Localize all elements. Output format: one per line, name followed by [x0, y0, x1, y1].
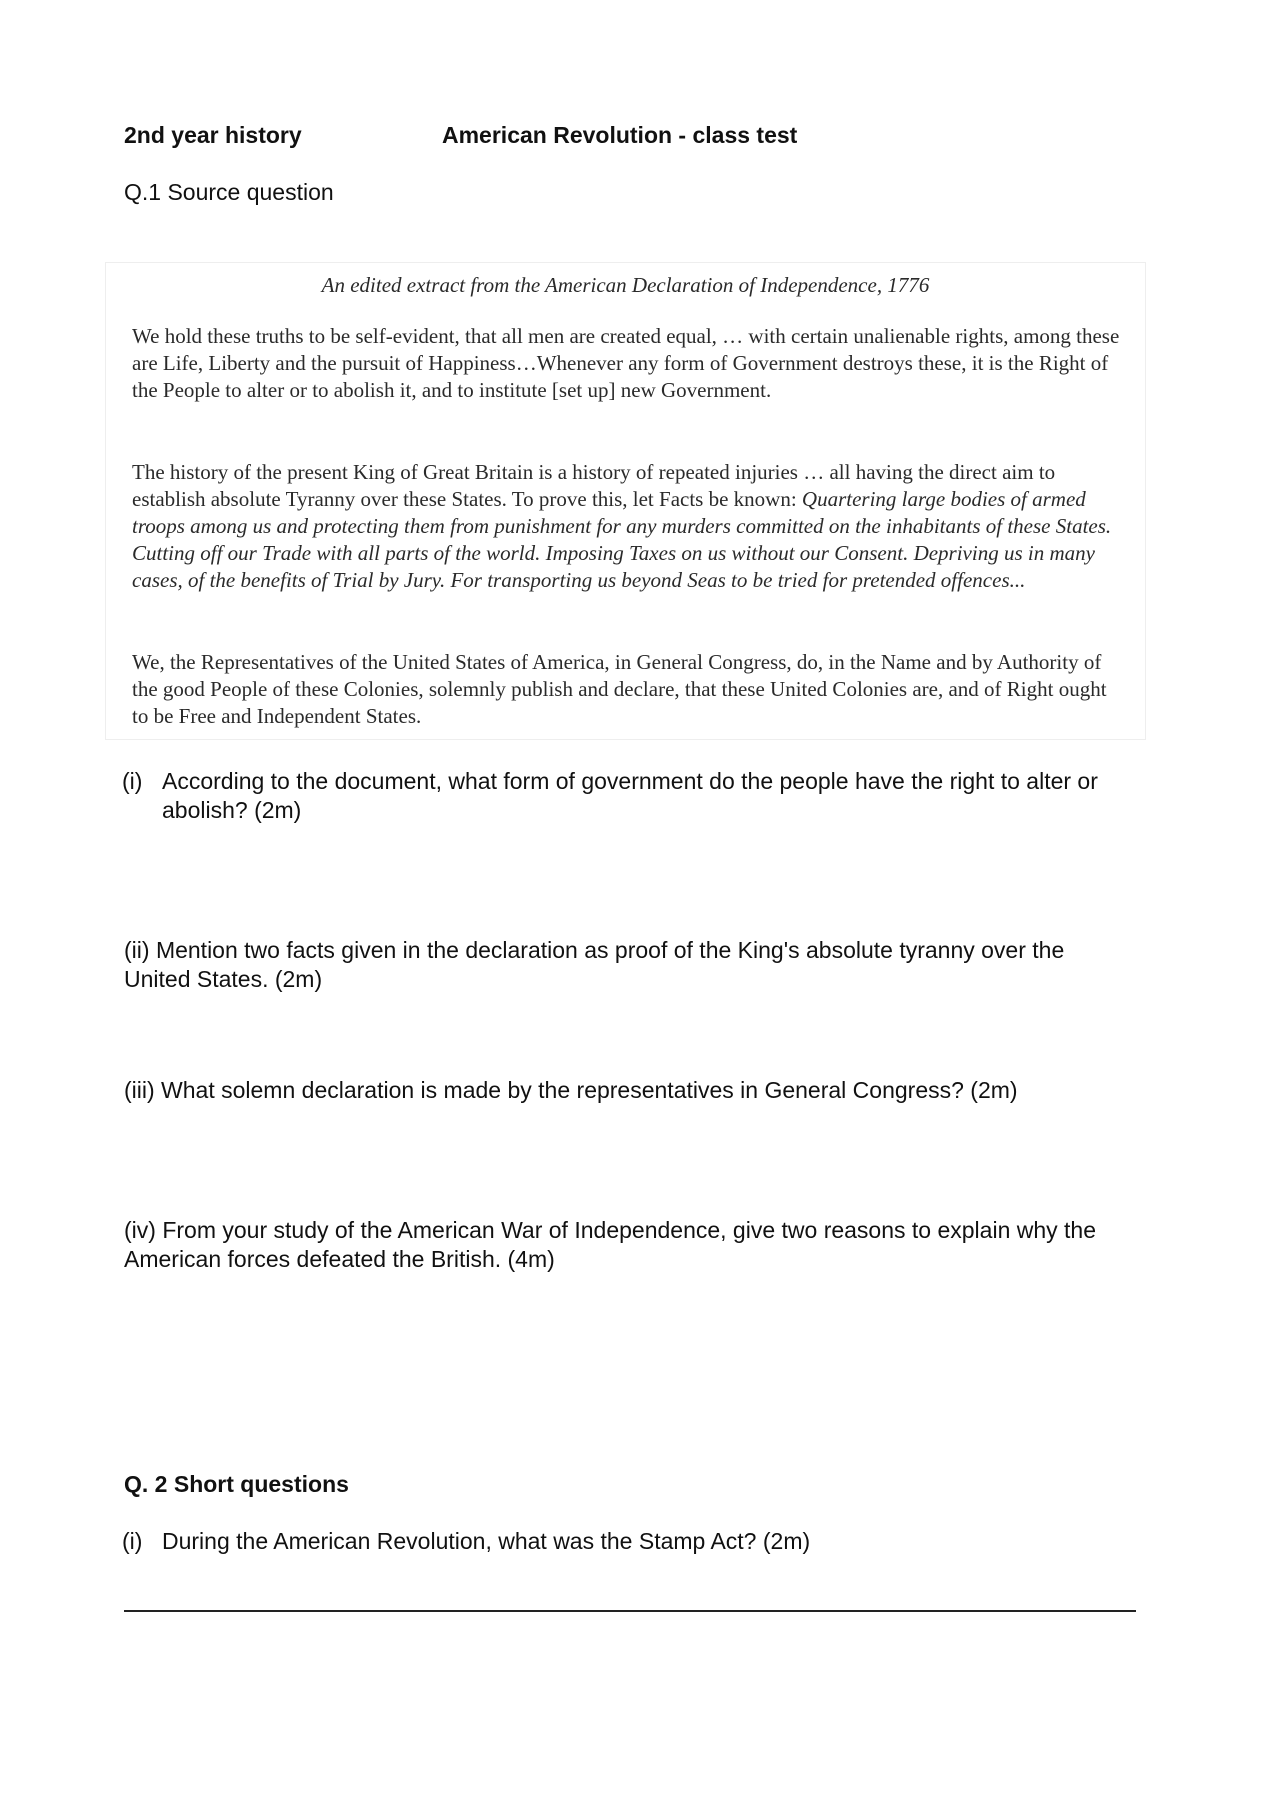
q1-question-ii: [124, 936, 1134, 994]
course-title: 2nd year history: [124, 122, 302, 148]
answer-line[interactable]: [124, 1610, 1136, 1612]
q1-question-i: [122, 767, 1142, 827]
q2-question-i: [122, 1527, 1142, 1557]
q1-question-iv: [124, 1216, 1134, 1274]
question-text: During the American Revolution, what was the Stamp Act? (2m): [162, 1528, 811, 1554]
question-text: Mention two facts given in the declaration as proof of the King's absolute tyranny over the United States. (2m): [124, 937, 1065, 992]
question-number: (i): [122, 1528, 143, 1554]
question-text: What solemn declaration is made by the representatives in General Congress? (2m): [161, 1077, 1018, 1103]
source-paragraph-3: We, the Representatives of the United States of America, in General Congress, do, in the Name and by Authority of the good People of these Colonies, solemnly publish and declare, that these United Colonies are, and of Right ought to be Free and Independent States.: [132, 650, 1107, 728]
question-number: (iii): [124, 1077, 155, 1103]
question-number: (iv): [124, 1217, 156, 1243]
q1-question-iii: [124, 1076, 1134, 1105]
source-title: An edited extract from the American Declaration of Independence, 1776: [321, 273, 930, 297]
source-paragraph-2-italic: Quartering large bodies of armed troops among us and protecting them from punishment for any murders committed on the inhabitants of these States. Cutting off our Trade with all parts of the world. Imposing Taxes on us without our Consent. Depriving us in many cases, of the benefits of Trial by Jury. For transporting us beyond Seas to be tried for pretended offences...: [132, 487, 1112, 592]
test-title: American Revolution - class test: [442, 122, 798, 148]
q1-label: Q.1 Source question: [124, 179, 334, 205]
question-text: According to the document, what form of government do the people have the right to alter or abolish? (2m): [162, 768, 1098, 823]
question-text: From your study of the American War of Independence, give two reasons to explain why the American forces defeated the British. (4m): [124, 1217, 1097, 1272]
source-extract-box: [105, 262, 1146, 740]
q2-label: Q. 2 Short questions: [124, 1471, 349, 1497]
source-paragraph-1: We hold these truths to be self-evident, that all men are created equal, … with certain unalienable rights, among these are Life, Liberty and the pursuit of Happiness…Whenever any form of Government destroys these, it is the Right of the People to alter or to abolish it, and to institute [set up] new Government.: [132, 324, 1120, 402]
source-paragraph-2-plain: The history of the present King of Great Britain is a history of repeated injuries … all having the direct aim to establish absolute Tyranny over these States. To prove this, let Facts be known:: [132, 460, 1056, 511]
source-paragraph-2: [132, 459, 1127, 594]
question-number: (i): [122, 768, 143, 794]
question-number: (ii): [124, 937, 150, 963]
